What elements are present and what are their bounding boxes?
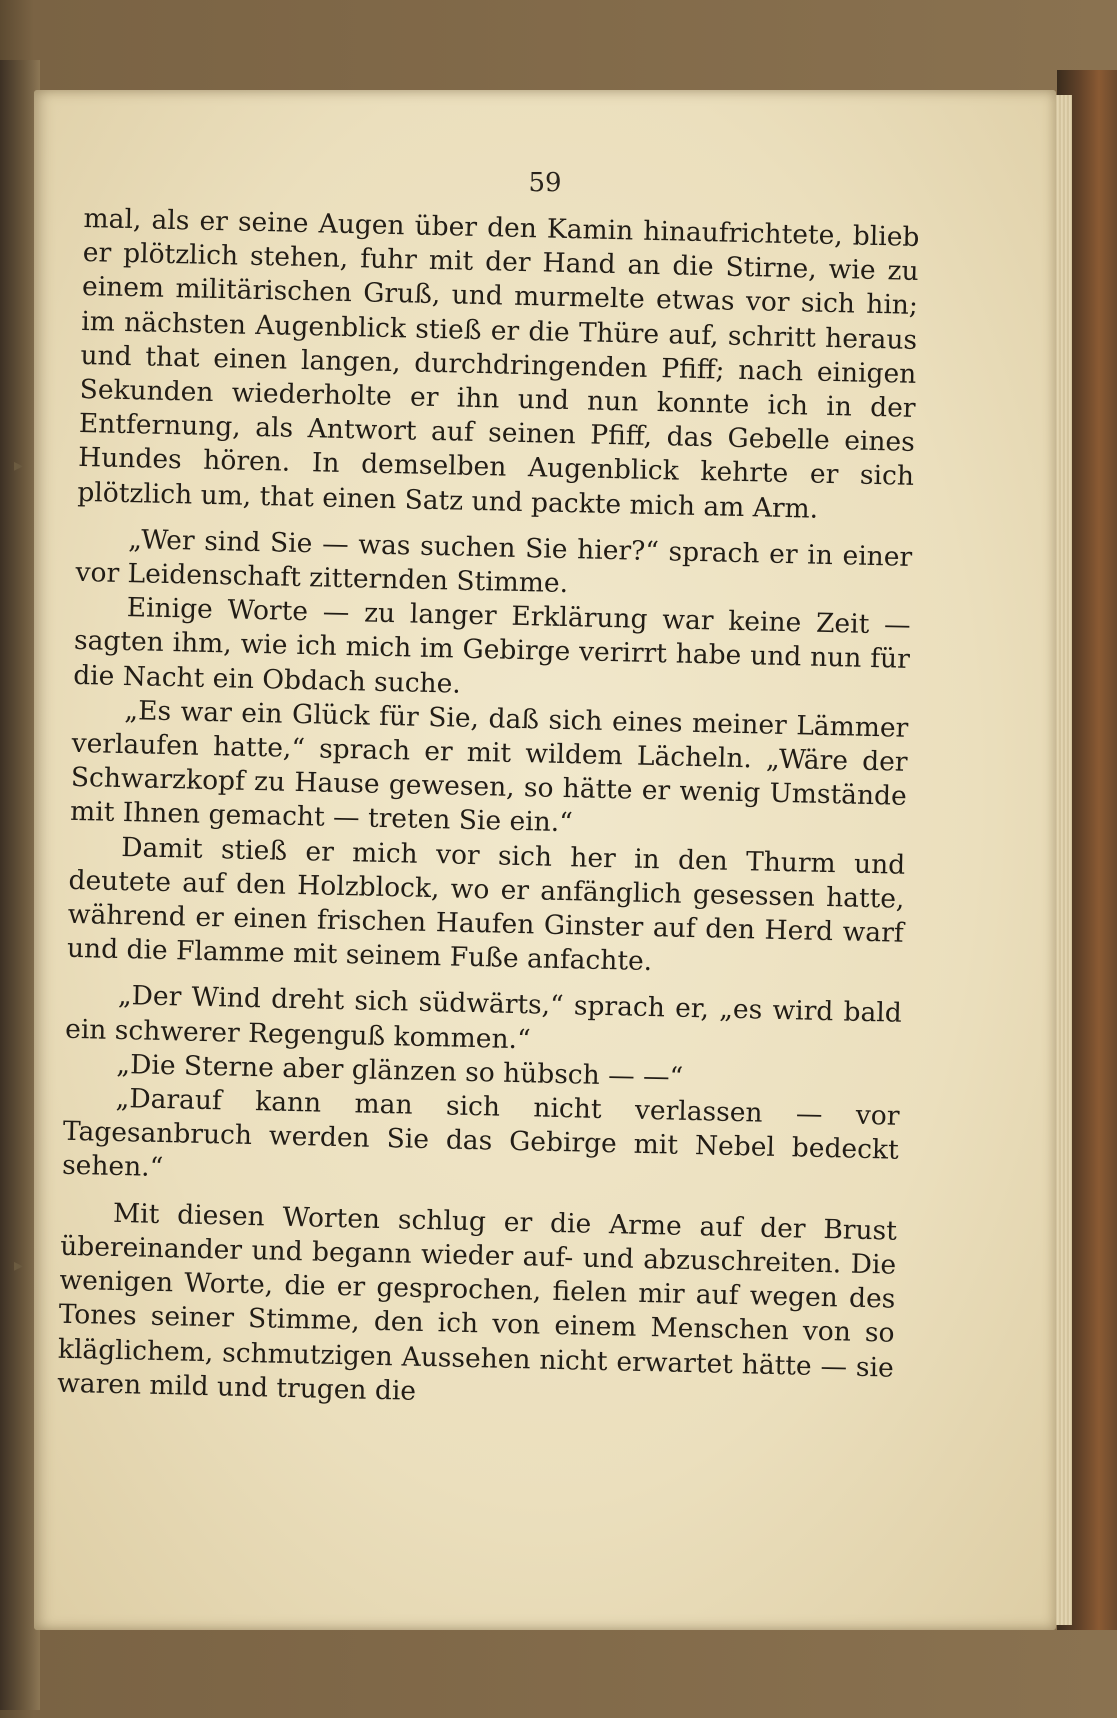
margin-arrow-icon: ▸	[14, 455, 24, 476]
paragraph: „Darauf kann man sich nicht verlassen — vor Tagesanbruch werden Sie das Gebirge mit Nebel bedeckt sehen.“	[61, 1083, 900, 1184]
paragraph: „Wer sind Sie — was suchen Sie hier?“ sprach er in einer vor Leidenschaft zitternden Stimme.	[75, 523, 913, 600]
paragraph: Damit stieß er mich vor sich her in den Thurm und deutete auf den Holzblock, wo er anfänglich gesessen hatte, während er einen frischen Haufen Ginster auf den Herd warf und die Flamme mit seinem Fuße anfachte.	[66, 831, 906, 978]
paragraph: Einige Worte — zu langer Erklärung war keine Zeit — sagten ihm, wie ich mich im Gebirge verirrt habe und nun für die Nacht ein Obdach suche.	[72, 592, 911, 700]
book-page	[34, 90, 1056, 1630]
paragraph: „Es war ein Glück für Sie, daß sich eines meiner Lämmer verlaufen hatte,“ sprach er mit wildem Lächeln. „Wäre der Schwarzkopf zu Hause gewesen, so hätte er wenig Umstände mit Ihnen gemacht — treten Sie ein.“	[69, 694, 909, 839]
body-text	[57, 202, 920, 1420]
paragraph: mal, als er seine Augen über den Kamin hinaufrichtete, blieb er plötzlich stehen, fuhr mit der Hand an die Stirne, wie zu einem militärischen Gruß, und murmelte etwas vor sich hin; im nächsten Augenblick stieß er die Thüre auf, schritt heraus und that einen langen, durchdringenden Pfiff; nach einigen Sekunden wiederholte er ihn und nun konnte ich in der Entfernung, als Antwort auf seinen Pfiff, das Gebelle eines Hundes hören. In demselben Augenblick kehrte er sich plötzlich um, that einen Satz und packte mich am Arm.	[77, 202, 920, 525]
paragraph: Mit diesen Worten schlug er die Arme auf der Brust übereinander und begann wieder auf- und abzuschreiten. Die wenigen Worte, die er gesprochen, fielen mir auf wegen des Tones seiner Stimme, den ich von einem Menschen von so kläglichem, schmutzigen Aussehen nicht erwartet hätte — sie waren mild und trugen die	[56, 1197, 898, 1407]
margin-arrow-icon: ▸	[14, 1255, 24, 1276]
paragraph: „Der Wind dreht sich südwärts,“ sprach er, „es wird bald ein schwerer Regenguß kommen.“	[64, 980, 903, 1056]
paragraph: „Die Sterne aber glänzen so hübsch — —“	[116, 1048, 684, 1093]
page-number: 59	[528, 168, 562, 198]
